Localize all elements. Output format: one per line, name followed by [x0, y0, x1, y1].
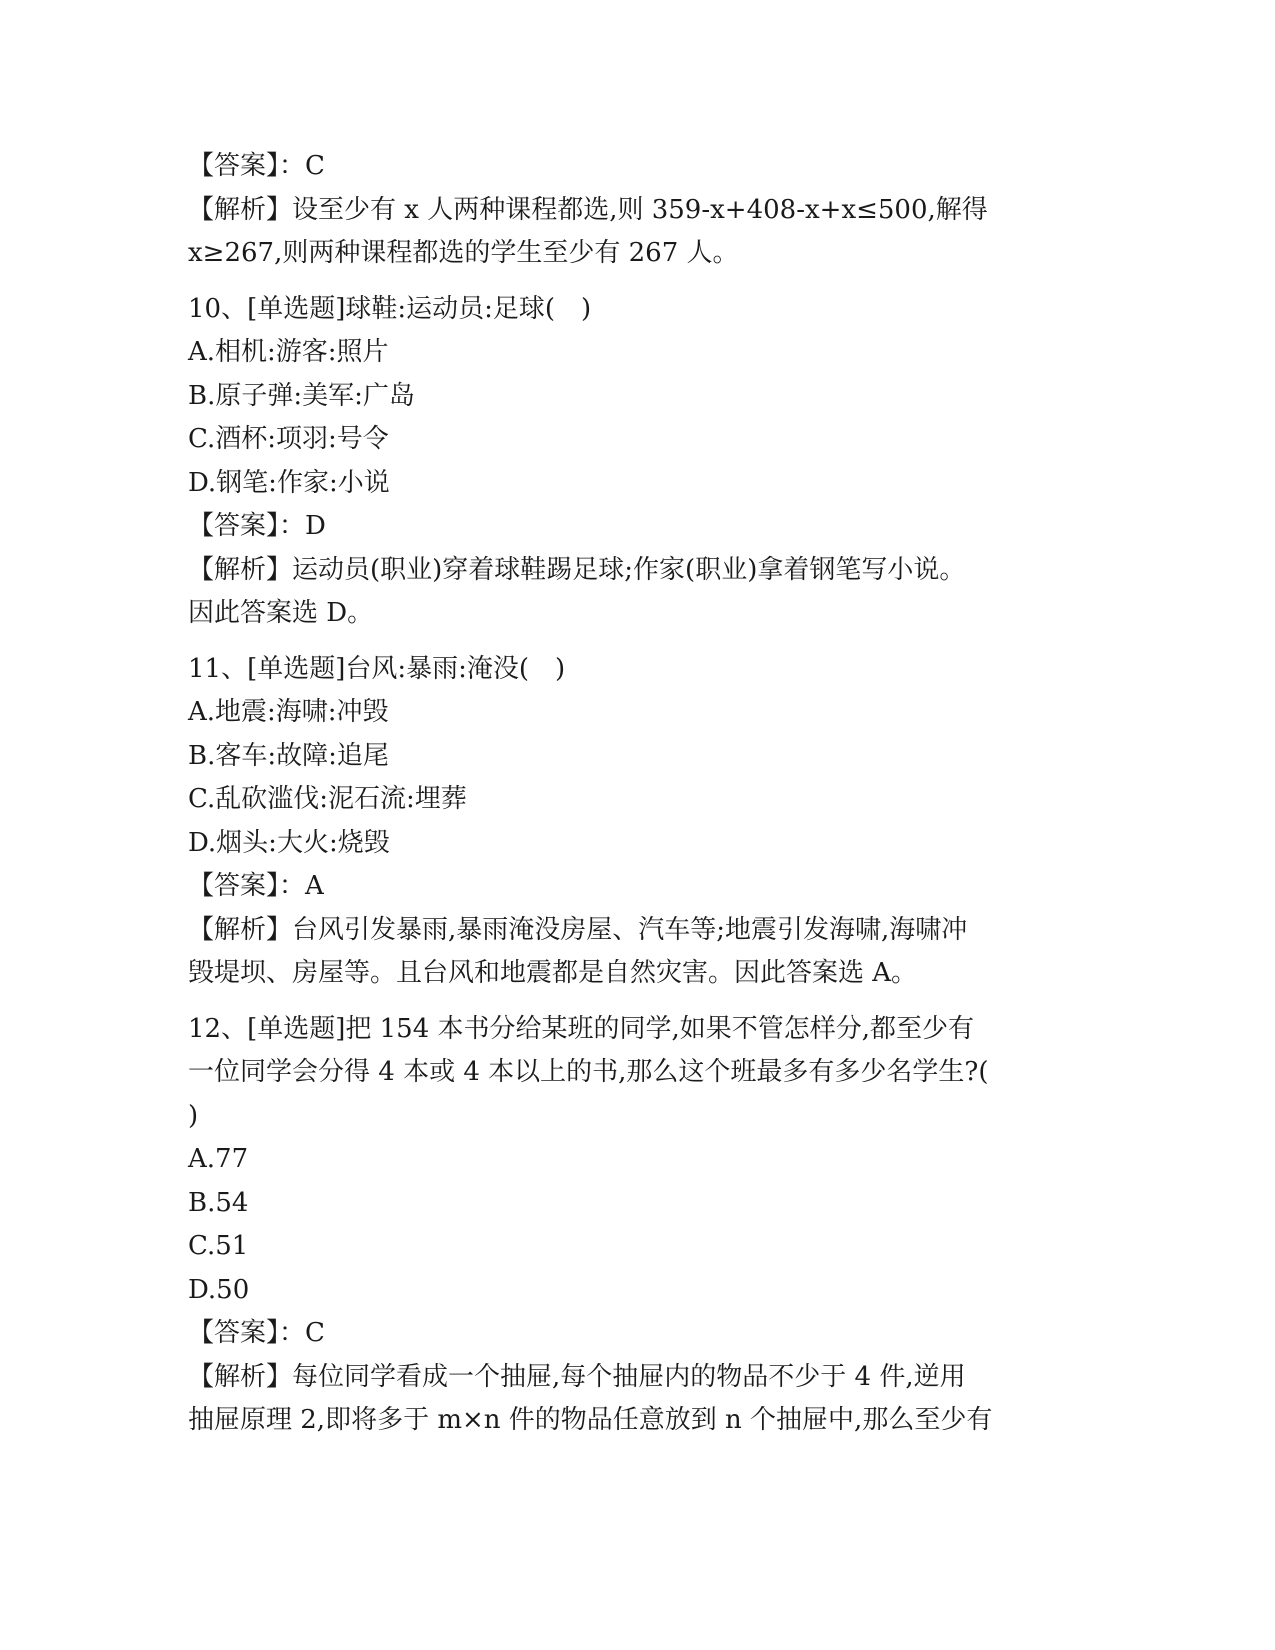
- spacer: [188, 276, 1088, 288]
- option-c: C.乱砍滥伐:泥石流:埋葬: [188, 784, 467, 814]
- question-stem: ): [188, 1100, 199, 1131]
- analysis-line: 【解析】台风引发暴雨,暴雨淹没房屋、汽车等;地震引发海啸,海啸冲: [188, 914, 968, 945]
- analysis-line: 抽屉原理 2,即将多于 m×n 件的物品任意放到 n 个抽屉中,那么至少有: [188, 1405, 993, 1435]
- option-d: D.烟头:大火:烧毁: [188, 827, 390, 858]
- option-a: A.地震:海啸:冲毁: [188, 697, 389, 727]
- question-stem: 一位同学会分得 4 本或 4 本以上的书,那么这个班最多有多少名学生?(: [188, 1057, 989, 1087]
- answer-line: 【答案】：D: [188, 511, 326, 541]
- option-b: B.54: [188, 1187, 249, 1218]
- answer-line: 【答案】：C: [188, 151, 325, 181]
- option-a: A.77: [188, 1144, 249, 1174]
- question-stem: 12、[单选题]把 154 本书分给某班的同学,如果不管怎样分,都至少有: [188, 1013, 975, 1044]
- option-c: C.51: [188, 1231, 249, 1261]
- document-page: [188, 145, 1088, 1443]
- option-a: A.相机:游客:照片: [188, 337, 389, 367]
- question-stem: 11、[单选题]台风:暴雨:淹没( ): [188, 653, 566, 684]
- spacer: [188, 636, 1088, 648]
- question-12: [188, 1008, 1088, 1443]
- question-stem: 10、[单选题]球鞋:运动员:足球( ): [188, 293, 592, 324]
- question-9-tail: [188, 145, 1088, 276]
- option-b: B.原子弹:美军:广岛: [188, 380, 415, 411]
- option-d: D.50: [188, 1274, 250, 1305]
- option-c: C.酒杯:项羽:号令: [188, 424, 389, 454]
- question-11: [188, 648, 1088, 996]
- analysis-line: 因此答案选 D。: [188, 598, 374, 628]
- answer-line: 【答案】：A: [188, 871, 324, 901]
- answer-line: 【答案】：C: [188, 1318, 325, 1348]
- analysis-line: 【解析】每位同学看成一个抽屉,每个抽屉内的物品不少于 4 件,逆用: [188, 1361, 966, 1392]
- analysis-line: x≥267,则两种课程都选的学生至少有 267 人。: [188, 238, 739, 268]
- option-d: D.钢笔:作家:小说: [188, 467, 390, 498]
- analysis-line: 【解析】运动员(职业)穿着球鞋踢足球;作家(职业)拿着钢笔写小说。: [188, 554, 966, 585]
- analysis-line: 【解析】设至少有 x 人两种课程都选,则 359-x+408-x+x≤500,解得: [188, 194, 988, 225]
- analysis-line: 毁堤坝、房屋等。且台风和地震都是自然灾害。因此答案选 A。: [188, 958, 918, 988]
- question-10: [188, 288, 1088, 636]
- option-b: B.客车:故障:追尾: [188, 740, 389, 771]
- spacer: [188, 996, 1088, 1008]
